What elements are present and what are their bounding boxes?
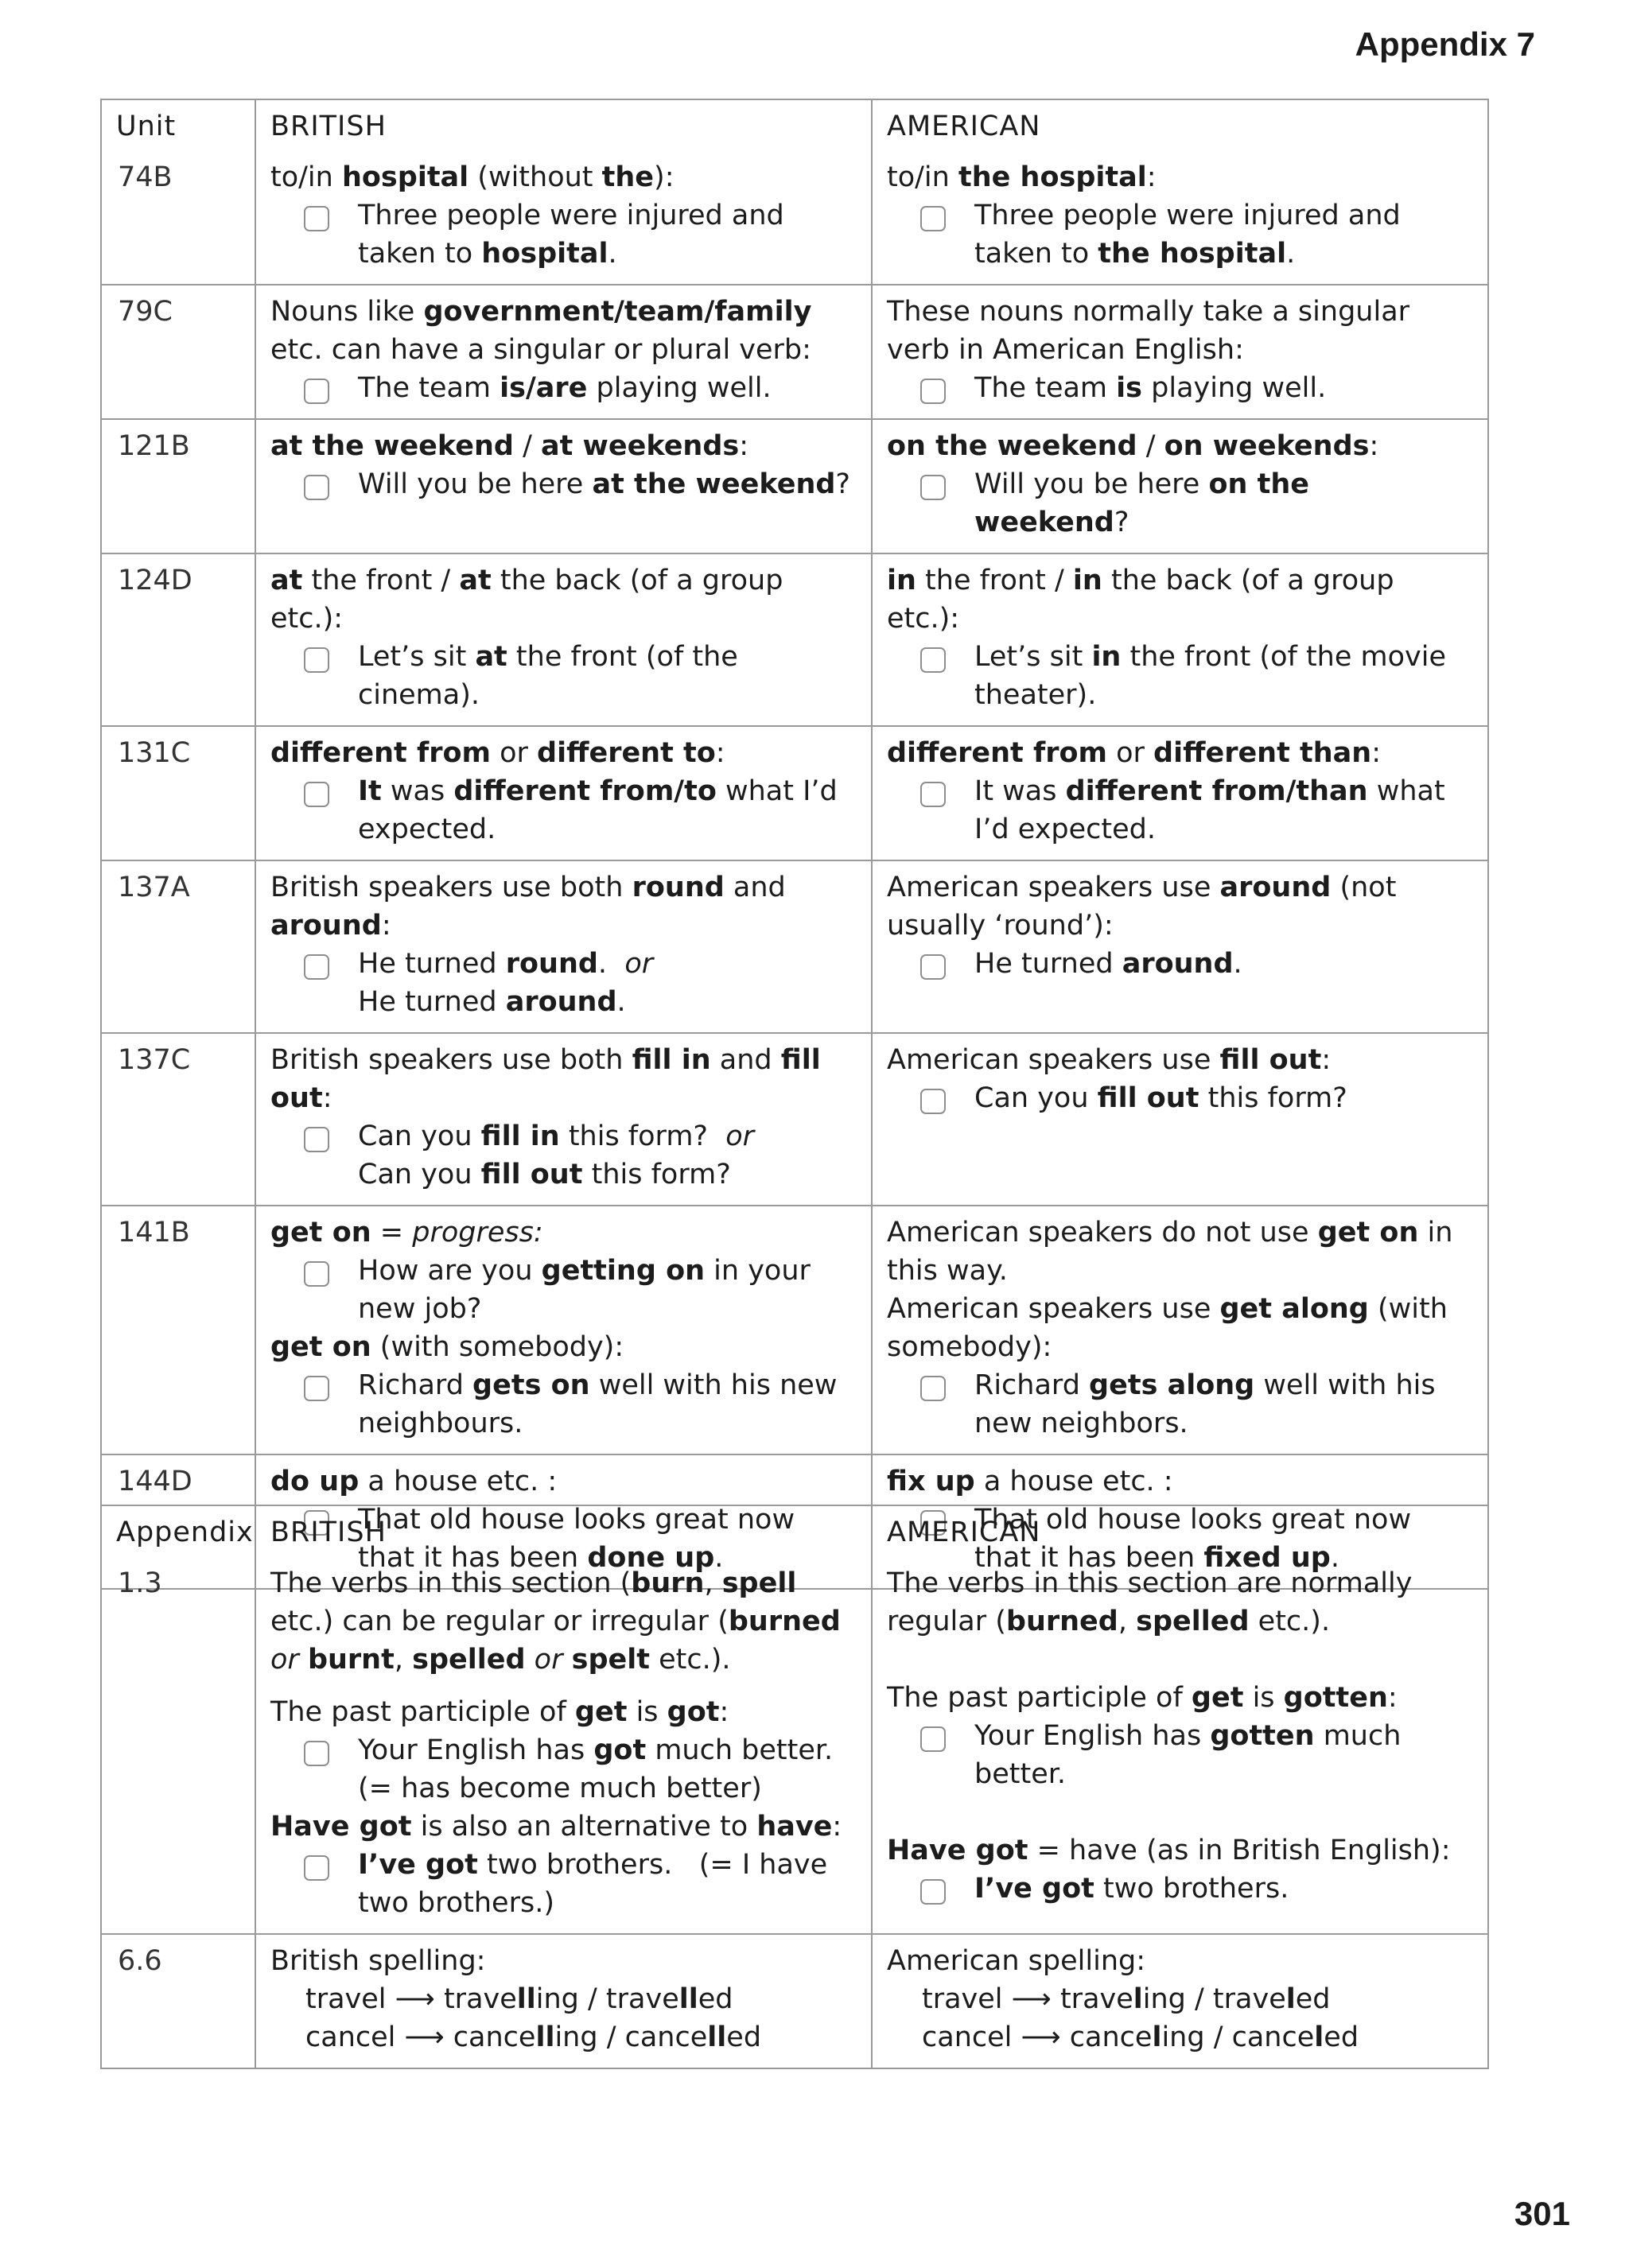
table-row: [101, 285, 1488, 419]
example-text: The team is/are playing well.: [358, 372, 772, 404]
example-text: Richard gets along well with his new neighbors.: [974, 1369, 1436, 1439]
example-sentence: [270, 772, 857, 849]
unit-reference: 121B: [118, 430, 190, 462]
unit-reference: 137A: [118, 872, 190, 903]
example-sentence: [887, 1366, 1473, 1443]
example-text: It was different from/to what I’d expected.: [358, 775, 838, 845]
comparison-table-units: [100, 99, 1489, 1590]
table-row: [101, 99, 1488, 285]
example-sentence: [270, 1252, 857, 1328]
british-cell: [255, 1505, 872, 1934]
example-text: I’ve got two brothers.: [974, 1873, 1289, 1905]
unit-cell: [101, 1934, 255, 2068]
example-text: Let’s sit in the front (of the movie theater).: [974, 641, 1446, 711]
usage-rule: at the weekend / at weekends:: [270, 430, 749, 462]
checkbox-icon: [920, 1879, 946, 1905]
american-cell: [872, 726, 1488, 860]
table-row: [101, 860, 1488, 1033]
example-text: Your English has gotten much better.: [974, 1720, 1402, 1790]
example-text: He turned round. or: [358, 948, 654, 980]
column-header-unit: Appendix: [116, 1517, 254, 1548]
checkbox-icon: [920, 379, 946, 404]
usage-rule: to/in hospital (without the):: [270, 161, 675, 193]
usage-rule: on the weekend / on weekends:: [887, 430, 1379, 462]
column-header-unit: Unit: [116, 111, 177, 142]
usage-rule: get on = progress:: [270, 1217, 543, 1249]
checkbox-icon: [920, 475, 946, 500]
example-continuation: Can you fill out this form?: [358, 1159, 731, 1190]
usage-rule: get on (with somebody):: [270, 1331, 624, 1363]
checkbox-icon: [304, 1376, 329, 1401]
checkbox-icon: [304, 206, 329, 231]
table-row: [101, 1934, 1488, 2068]
american-cell: [872, 553, 1488, 726]
spelling-example: travel ⟶ traveling / traveled: [922, 1983, 1331, 2015]
column-header-american: AMERICAN: [887, 111, 1041, 142]
example-sentence: [270, 196, 857, 273]
checkbox-icon: [920, 647, 946, 673]
example-text: How are you getting on in your new job?: [358, 1255, 811, 1325]
example-text: That old house looks great now that it has been done up.: [358, 1504, 795, 1574]
unit-cell: [101, 553, 255, 726]
unit-reference: 141B: [118, 1217, 190, 1249]
british-cell: [255, 285, 872, 419]
usage-rule: American spelling:: [887, 1945, 1146, 1977]
example-text: Three people were injured and taken to hospital.: [358, 200, 784, 270]
example-text: He turned around.: [974, 948, 1242, 980]
example-text: Will you be here on the weekend?: [974, 468, 1309, 538]
usage-rule: in the front / in the back (of a group etc.):: [887, 565, 1394, 635]
british-cell: [255, 99, 872, 285]
example-sentence: [887, 1079, 1473, 1117]
checkbox-icon: [920, 1726, 946, 1752]
unit-reference: 74B: [118, 161, 173, 193]
checkbox-icon: [920, 954, 946, 980]
example-text: Your English has got much better.: [358, 1734, 834, 1766]
unit-reference: 137C: [118, 1044, 191, 1076]
column-header-british: BRITISH: [270, 111, 387, 142]
unit-reference: 1.3: [118, 1567, 162, 1599]
example-sentence: [270, 1731, 857, 1769]
usage-rule: British speakers use both fill in and fill out:: [270, 1044, 821, 1114]
example-text: The team is playing well.: [974, 372, 1327, 404]
example-sentence: [270, 1846, 857, 1922]
usage-rule: Have got = have (as in British English):: [887, 1835, 1451, 1866]
american-cell: [872, 1033, 1488, 1206]
example-sentence: [887, 1717, 1473, 1793]
american-cell: [872, 860, 1488, 1033]
unit-cell: [101, 419, 255, 553]
spelling-example: cancel ⟶ canceling / canceled: [922, 2021, 1359, 2053]
unit-cell: [101, 1033, 255, 1206]
usage-rule: to/in the hospital:: [887, 161, 1157, 193]
usage-rule: These nouns normally take a singular verb in American English:: [887, 296, 1410, 366]
american-cell: [872, 1505, 1488, 1934]
column-header-british: BRITISH: [270, 1517, 387, 1548]
page-header: Appendix 7: [1355, 25, 1535, 63]
example-text: I’ve got two brothers. (= I have two brothers.): [358, 1849, 828, 1919]
american-cell: [872, 285, 1488, 419]
checkbox-icon: [920, 1089, 946, 1114]
usage-rule: American speakers use fill out:: [887, 1044, 1332, 1076]
example-sentence: [270, 1117, 857, 1155]
table-row: [101, 1206, 1488, 1454]
table-row: [101, 553, 1488, 726]
example-text: That old house looks great now that it has been fixed up.: [974, 1504, 1412, 1574]
example-continuation: He turned around.: [358, 986, 626, 1018]
usage-rule: The past participle of get is gotten:: [887, 1682, 1398, 1714]
british-cell: [255, 1934, 872, 2068]
american-cell: [872, 1206, 1488, 1454]
example-sentence: [887, 465, 1473, 542]
table-row: [101, 419, 1488, 553]
usage-rule: British speakers use both round and around:: [270, 872, 786, 942]
comparison-table-appendix: [100, 1505, 1489, 2069]
example-sentence: [887, 369, 1473, 407]
example-sentence: [270, 465, 857, 503]
unit-reference: 144D: [118, 1466, 192, 1497]
example-sentence: [887, 772, 1473, 849]
usage-rule: The verbs in this section are normally regular (burned, spelled etc.).: [887, 1567, 1413, 1637]
usage-rule: Have got is also an alternative to have:: [270, 1811, 842, 1843]
usage-rule: American speakers do not use get on in this way.: [887, 1217, 1453, 1287]
usage-rule: do up a house etc. :: [270, 1466, 558, 1497]
usage-rule: Nouns like government/team/family etc. can have a singular or plural verb:: [270, 296, 812, 366]
british-cell: [255, 1033, 872, 1206]
british-cell: [255, 860, 872, 1033]
checkbox-icon: [304, 1741, 329, 1766]
table-row: [101, 1505, 1488, 1934]
example-sentence: [887, 196, 1473, 273]
usage-rule: The past participle of get is got:: [270, 1696, 729, 1728]
unit-cell: [101, 99, 255, 285]
unit-cell: [101, 1206, 255, 1454]
unit-cell: [101, 726, 255, 860]
example-sentence: [270, 369, 857, 407]
checkbox-icon: [920, 206, 946, 231]
unit-cell: [101, 860, 255, 1033]
page-number: 301: [1514, 2195, 1570, 2232]
checkbox-icon: [920, 782, 946, 807]
checkbox-icon: [920, 1376, 946, 1401]
unit-reference: 6.6: [118, 1945, 162, 1977]
example-sentence: [887, 1870, 1473, 1908]
table-row: [101, 726, 1488, 860]
british-cell: [255, 553, 872, 726]
example-text: Three people were injured and taken to the hospital.: [974, 200, 1401, 270]
spelling-example: cancel ⟶ cancelling / cancelled: [305, 2021, 762, 2053]
unit-reference: 79C: [118, 296, 173, 328]
usage-rule: The verbs in this section (burn, spell etc.) can be regular or irregular (burned or burnt, spelled or spelt etc.).: [270, 1567, 841, 1676]
usage-rule: at the front / at the back (of a group etc.):: [270, 565, 783, 635]
spelling-example: travel ⟶ travelling / travelled: [305, 1983, 733, 2015]
american-cell: [872, 1934, 1488, 2068]
example-sentence: [270, 945, 857, 983]
usage-rule: British spelling:: [270, 1945, 486, 1977]
unit-reference: 124D: [118, 565, 192, 596]
unit-cell: [101, 285, 255, 419]
example-sentence: [887, 638, 1473, 714]
american-cell: [872, 99, 1488, 285]
usage-rule: different from or different than:: [887, 737, 1381, 769]
british-cell: [255, 419, 872, 553]
example-text: Richard gets on well with his new neighbours.: [358, 1369, 838, 1439]
usage-rule: fix up a house etc. :: [887, 1466, 1173, 1497]
british-cell: [255, 726, 872, 860]
usage-rule: American speakers use get along (with somebody):: [887, 1293, 1448, 1363]
table-row: [101, 1033, 1488, 1206]
example-text: Can you fill out this form?: [974, 1082, 1347, 1114]
example-text: Let’s sit at the front (of the cinema).: [358, 641, 738, 711]
column-header-american: AMERICAN: [887, 1517, 1041, 1548]
unit-cell: [101, 1505, 255, 1934]
example-text: It was different from/than what I’d expected.: [974, 775, 1445, 845]
example-sentence: [270, 1366, 857, 1443]
example-sentence: [887, 945, 1473, 983]
example-text: Will you be here at the weekend?: [358, 468, 850, 500]
british-cell: [255, 1206, 872, 1454]
checkbox-icon: [304, 782, 329, 807]
checkbox-icon: [304, 1127, 329, 1152]
example-continuation: (= has become much better): [358, 1773, 762, 1804]
example-sentence: [270, 638, 857, 714]
american-cell: [872, 419, 1488, 553]
checkbox-icon: [304, 379, 329, 404]
checkbox-icon: [304, 1855, 329, 1881]
unit-reference: 131C: [118, 737, 191, 769]
checkbox-icon: [304, 954, 329, 980]
usage-rule: different from or different to:: [270, 737, 725, 769]
checkbox-icon: [304, 647, 329, 673]
example-text: Can you fill in this form? or: [358, 1120, 755, 1152]
checkbox-icon: [304, 475, 329, 500]
usage-rule: American speakers use around (not usually ‘round’):: [887, 872, 1397, 942]
checkbox-icon: [304, 1261, 329, 1287]
